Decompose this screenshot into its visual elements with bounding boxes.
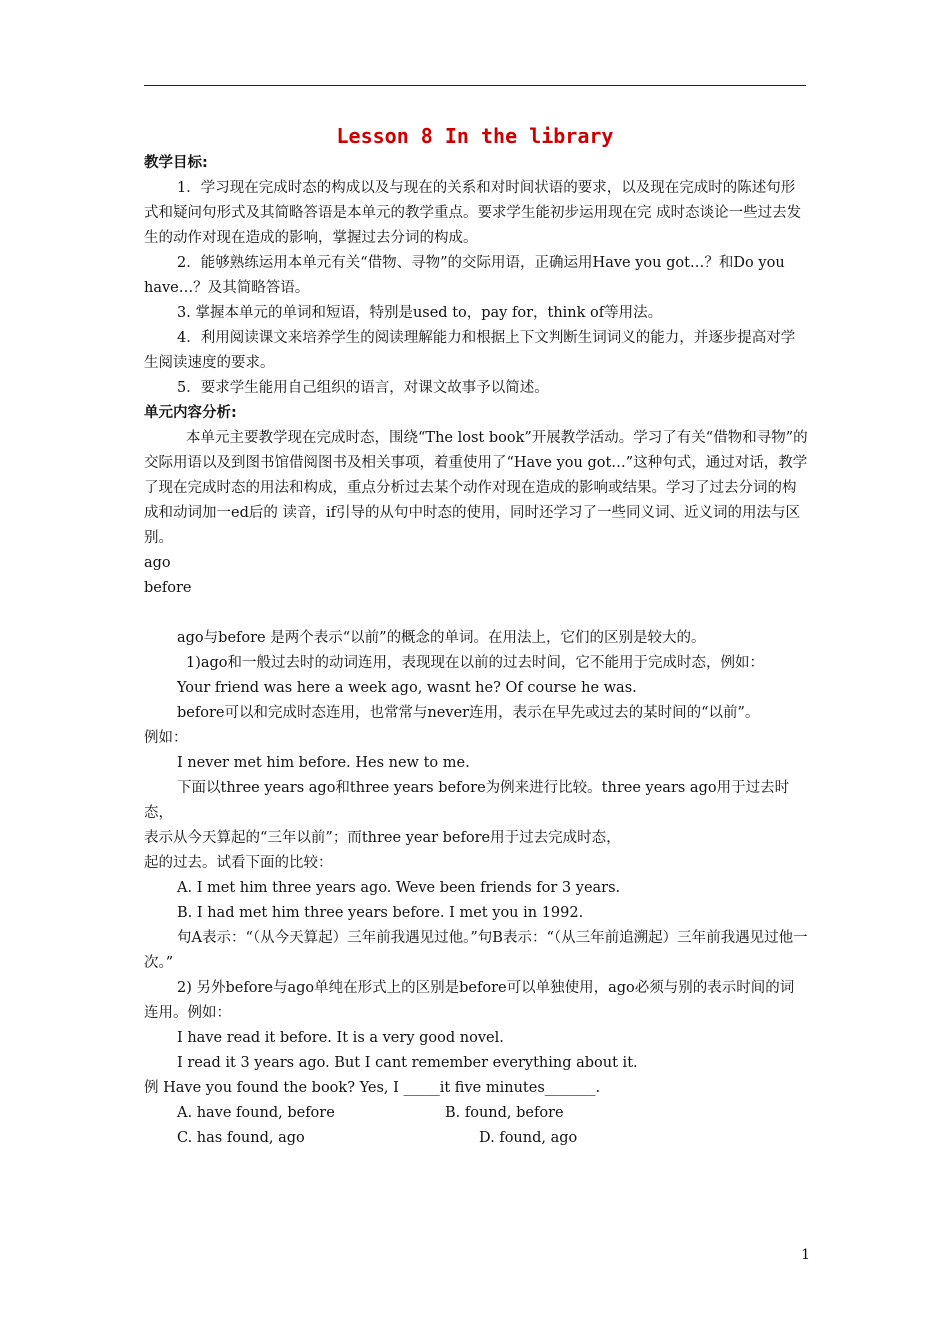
analysis-paragraph: 本单元主要教学现在完成时态，围绕“The lost book”开展教学活动。学习了有关“借物和寻物”的交际用语以及到图书馆借阅图书及相关事项，着重使用了“Have you got…”这种句式，通过对话，教学了现在完成时态的用法和构成，重点分析过去某个动作对现在造成的影响或结果。学习了过去分词的构成和动词加一ed后的 读音，if引导的从句中时态的使用，同时还学习了一些同义词、近义词的用法与区别。 bbox=[144, 430, 808, 546]
intro-text: ago与before 是两个表示“以前”的概念的单词。在用法上，它们的区别是较大的。 bbox=[177, 630, 706, 646]
goal-item: 1．学习现在完成时态的构成以及与现在的关系和对时间状语的要求，以及现在完成时的陈述句形式和疑问句形式及其简略答语是本单元的教学重点。要求学生能初步运用现在完 成时态谈论一些过去发生的动作对现在造成的影响，掌握过去分词的构成。 bbox=[144, 180, 802, 246]
explain-text: 句A表示：“（从今天算起）三年前我遇见过他。”句B表示：“（从三年前追溯起）三年前我遇见过他一次。” bbox=[144, 930, 808, 971]
goal-item: 2．能够熟练运用本单元有关“借物、寻物”的交际用语，正确运用Have you got…？和Do you have…？及其简略答语。 bbox=[144, 255, 785, 296]
example-sentence: Your friend was here a week ago, wasnt he? Of course he was. bbox=[177, 680, 637, 696]
example-sentence: I have read it before. It is a very good novel. bbox=[177, 1030, 504, 1046]
example-label: 例如： bbox=[144, 730, 188, 746]
example-sentence: I read it 3 years ago. But I cant remember everything about it. bbox=[177, 1055, 638, 1071]
spacer bbox=[144, 601, 808, 626]
example-sentence: A. I met him three years ago. Weve been friends for 3 years. bbox=[177, 880, 621, 896]
example-sentence: B. I had met him three years before. I met you in 1992. bbox=[177, 905, 584, 921]
analysis-heading: 单元内容分析: bbox=[144, 405, 237, 421]
option-a: A. have found, before bbox=[177, 1105, 335, 1121]
compare-text: 表示从今天算起的“三年以前”；而three year before用于过去完成时态， bbox=[144, 830, 621, 846]
point-two: 2) 另外before与ago单纯在形式上的区别是before可以单独使用，ago必须与别的表示时间的词连用。例如： bbox=[144, 980, 795, 1021]
goal-item: 3. 掌握本单元的单词和短语，特别是used to，pay for，think of等用法。 bbox=[177, 305, 663, 321]
header-rule bbox=[144, 85, 806, 86]
example-sentence: I never met him before. Hes new to me. bbox=[177, 755, 470, 771]
lesson-title: Lesson 8 In the library bbox=[336, 124, 614, 148]
document-body bbox=[144, 151, 808, 1151]
exercise-question: 例 Have you found the book? Yes, I _____it five minutes_______. bbox=[144, 1080, 601, 1096]
option-c: C. has found, ago bbox=[177, 1130, 305, 1146]
option-d: D. found, ago bbox=[479, 1130, 578, 1146]
before-usage: before可以和完成时态连用，也常常与never连用，表示在早先或过去的某时间的“以前”。 bbox=[177, 705, 760, 721]
word-ago: ago bbox=[144, 555, 171, 571]
options-row bbox=[144, 1126, 808, 1151]
word-before: before bbox=[144, 580, 192, 596]
goal-item: 5．要求学生能用自己组织的语言，对课文故事予以简述。 bbox=[177, 380, 549, 396]
compare-text: 下面以three years ago和three years before为例来进行比较。three years ago用于过去时态， bbox=[144, 780, 790, 821]
goal-item: 4．利用阅读课文来培养学生的阅读理解能力和根据上下文判断生词词义的能力，并逐步提高对学生阅读速度的要求。 bbox=[144, 330, 796, 371]
compare-text: 起的过去。试看下面的比较： bbox=[144, 855, 333, 871]
options-row bbox=[144, 1101, 808, 1126]
point-one: 1)ago和一般过去时的动词连用，表现现在以前的过去时间，它不能用于完成时态，例如： bbox=[186, 655, 765, 671]
page-number: 1 bbox=[801, 1247, 810, 1263]
option-b: B. found, before bbox=[445, 1105, 564, 1121]
goals-heading: 教学目标: bbox=[144, 155, 208, 171]
